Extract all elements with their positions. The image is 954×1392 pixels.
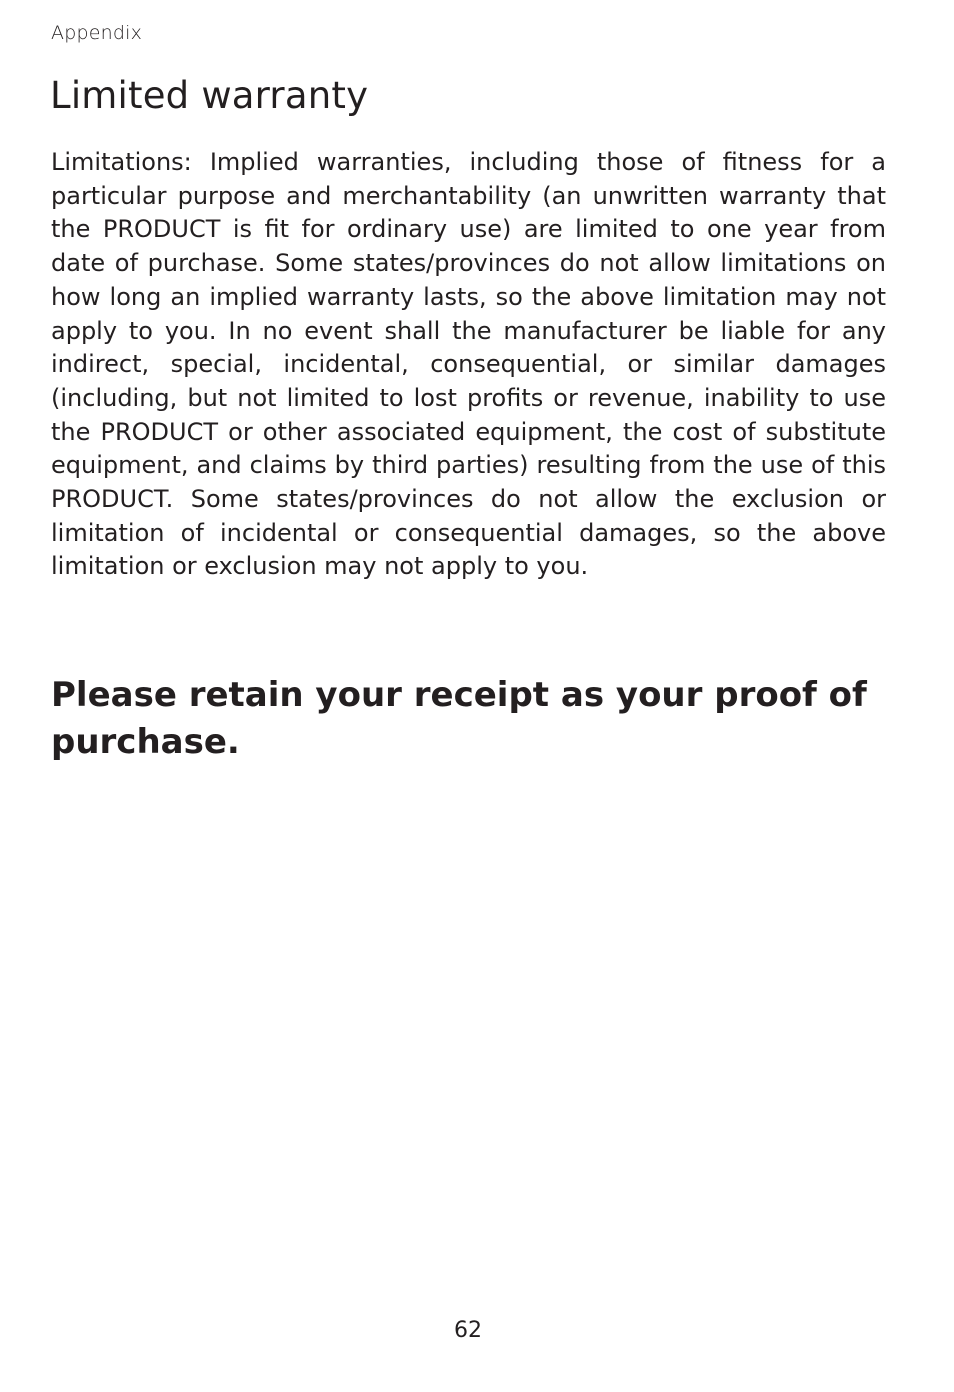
page-title: Limited warranty	[50, 74, 369, 117]
retain-receipt-note: Please retain your receipt as your proof of purchase.	[51, 675, 867, 762]
section-label: Appendix	[51, 22, 143, 44]
warranty-limitations-paragraph: Limitations: Implied warranties, including those of fitness for a particular purpose and merchantability (an unwritten warranty that the PRODUCT is fit for ordinary use) are limited to one year from date of purchase. Some states/provinces do not allow limitations on how long an implied warranty lasts, so the above limitation may not apply to you. In no event shall the manufacturer be liable for any indirect, special, incidental, consequential, or similar damages (including, but not limited to lost profits or revenue, inability to use the PRODUCT or other associated equipment, the cost of substitute equipment, and claims by third parties) resulting from the use of this PRODUCT. Some states/provinces do not allow the exclusion or limitation of incidental or consequential damages, so the above limitation or exclusion may not apply to you.	[51, 148, 886, 581]
page-number: 62	[454, 1318, 482, 1343]
